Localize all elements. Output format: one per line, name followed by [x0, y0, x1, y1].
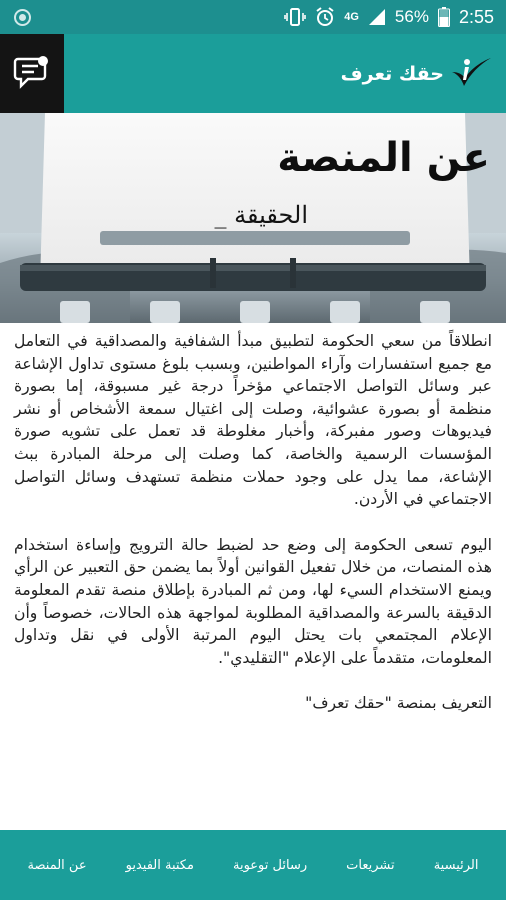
article-paragraph: اليوم تسعى الحكومة إلى وضع حد لضبط حالة الترويج وإساءة استخدام هذه المنصات، من خلال تفعيل القوانين أولاً بما يضمن حق التعبير عن الرأي ويمنع الاستخدام السيء لها، ومن ثم المبادرة بإطلاق منصة تقدم المعلومة الدقيقة بالسرعة والمصداقية المطلوبة لمواجهة هذه الحالات، خصوصاً وأن الإعلام المجتمعي بات يحتل اليوم المرتبة الأولى في نقل وتداول المعلومات، متقدماً على الإعلام "التقليدي".: [14, 535, 492, 667]
chat-bubble-icon: [13, 54, 51, 94]
signal-icon: [368, 8, 386, 26]
brand: [341, 34, 492, 113]
vibrate-icon: [284, 8, 306, 26]
nav-item-legislation[interactable]: تشريعات: [346, 857, 395, 873]
article-paragraph: التعريف بمنصة "حقك تعرف": [305, 694, 492, 713]
article-body: [14, 330, 492, 815]
battery-icon: [438, 7, 450, 27]
bottom-nav: [0, 830, 506, 900]
network-type: [344, 12, 359, 23]
hero-subtitle: الحقيقة _: [214, 201, 308, 229]
battery-percent: 56%: [394, 7, 429, 26]
article-paragraph: انطلاقاً من سعي الحكومة لتطبيق مبدأ الشفافية والمصداقية في التعامل مع جميع استفسارات وآراء المواطنين، وبسبب بلوغ مستوى تداول الإشاعة عبر وسائل التواصل الاجتماعي مؤخراً درجة غير مسبوقة، إما بصورة منظمة أو بصورة عشوائية، وصلت إلى اغتيال سمعة الأشخاص أو نشر فيديوهات وصور مفبركة، وأخبار مغلوطة قد تعمل على تشويه صورة المؤسسات الرسمية والخاصة، كما وصلت إلى مرحلة المبادرة ببث الإشاعة، مما يدل على وجود حملات منظمة تستهدف وسائل التواصل الاجتماعي في الأردن.: [14, 332, 492, 509]
network-type-label: 4G: [344, 10, 359, 23]
page-title: عن المنصة: [277, 135, 490, 181]
checkmark-logo-icon: [450, 56, 492, 92]
clock: 2:55: [458, 6, 494, 27]
app-notification-icon: [14, 9, 31, 26]
app-header: [0, 34, 506, 113]
nav-item-about[interactable]: عن المنصة: [27, 857, 87, 873]
nav-item-video-library[interactable]: مكتبة الفيديو: [125, 857, 194, 873]
app-name: حقك تعرف: [340, 62, 444, 85]
hero-banner: [0, 113, 506, 323]
nav-item-awareness-messages[interactable]: رسائل توعوية: [233, 857, 308, 873]
alarm-icon: [315, 7, 335, 27]
nav-item-home[interactable]: الرئيسية: [433, 857, 479, 873]
menu-button[interactable]: [0, 34, 64, 113]
status-bar: [0, 0, 506, 34]
